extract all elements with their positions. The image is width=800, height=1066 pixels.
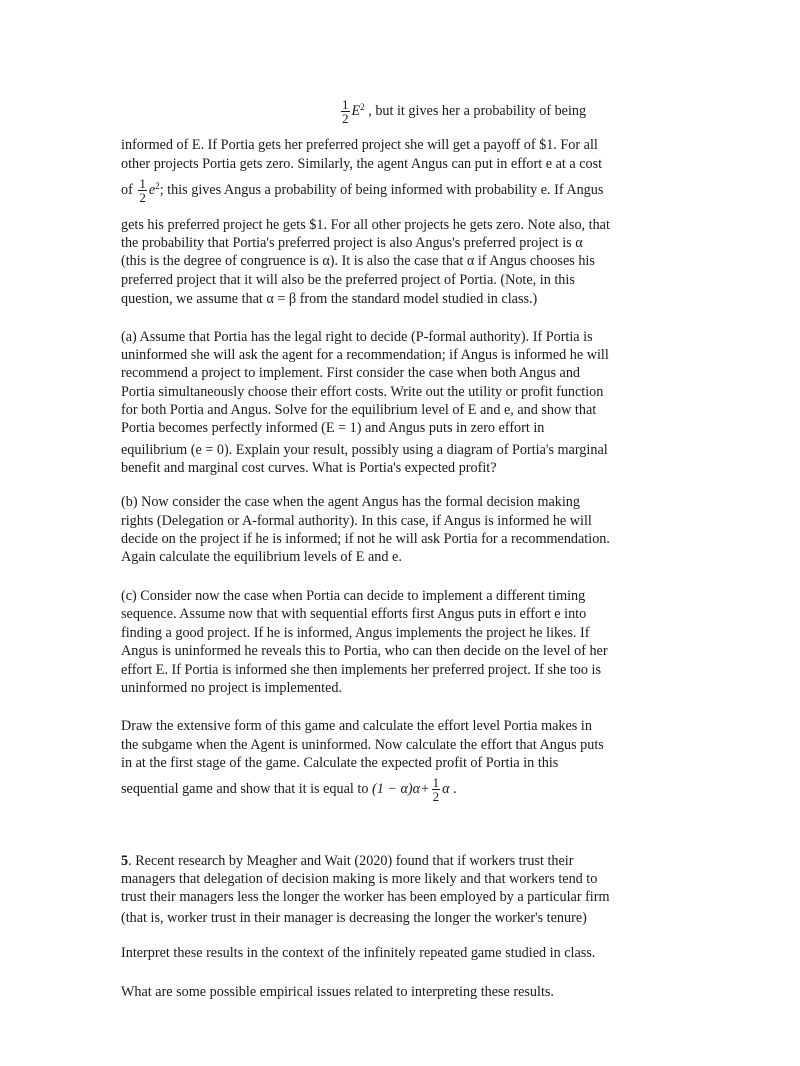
q5-line: managers that delegation of decision making is more likely and that workers tend to [121, 871, 598, 887]
intro-line-2: informed of E. If Portia gets her preferred project she will get a payoff of $1. For all [121, 137, 598, 153]
part-c-line: Angus is uninformed he reveals this to Portia, who can then decide on the level of her [121, 643, 608, 659]
part-a-line: benefit and marginal cost curves. What is Portia's expected profit? [121, 460, 497, 476]
part-a-line: (a) Assume that Portia has the legal right to decide (P-formal authority). If Portia is [121, 329, 593, 345]
part-c2-line: Draw the extensive form of this game and calculate the effort level Portia makes in [121, 718, 592, 734]
part-a-line: equilibrium (e = 0). Explain your result, possibly using a diagram of Portia's marginal [121, 442, 608, 458]
part-a-line: uninformed she will ask the agent for a recommendation; if Angus is informed he will [121, 347, 609, 363]
q5-line: 5. Recent research by Meagher and Wait (2020) found that if workers trust their [121, 853, 574, 869]
part-a-line: Portia becomes perfectly informed (E = 1) and Angus puts in zero effort in [121, 420, 545, 436]
part-b-line: Again calculate the equilibrium levels of E and e. [121, 549, 402, 565]
intro-line-7: (this is the degree of congruence is α). It is also the case that α if Angus chooses his [121, 253, 595, 269]
formula-expression: (1 − α)α+ [371, 780, 430, 797]
q5-empirical-line: What are some possible empirical issues related to interpreting these results. [121, 984, 554, 1000]
part-b-line: decide on the project if he is informed; if not he will ask Portia for a recommendation. [121, 531, 610, 547]
part-c-line: finding a good project. If he is informed, Angus implements the project he likes. If [121, 625, 590, 641]
intro-line-8: preferred project that it will also be the preferred project of Portia. (Note, in this [121, 272, 575, 288]
q5-line: trust their managers less the longer the worker has been employed by a particular firm [121, 889, 610, 905]
fraction-one-half: $\frac{1}{2}$ [139, 176, 146, 205]
intro-line-3: other projects Portia gets zero. Similarly, the agent Angus can put in effort e at a cost [121, 156, 603, 172]
q5-line: (that is, worker trust in their manager is decreasing the longer the worker's tenure) [121, 910, 587, 926]
intro-line-9: question, we assume that α = β from the standard model studied in class.) [121, 291, 538, 307]
part-b-line: (b) Now consider the case when the agent Angus has the formal decision making [121, 494, 580, 510]
part-a-line: Portia simultaneously choose their effort costs. Write out the utility or profit function [121, 384, 604, 400]
fraction-one-half: $\frac{1}{2}$ [342, 97, 349, 126]
q5-interpret-line: Interpret these results in the context of the infinitely repeated game studied in class. [121, 945, 596, 961]
part-a-line: recommend a project to implement. First consider the case when both Angus and [121, 365, 581, 381]
part-c-line: sequence. Assume now that with sequential efforts first Angus puts in effort e into [121, 606, 587, 622]
intro-line-6: the probability that Portia's preferred project is also Angus's preferred project is α [121, 235, 583, 251]
part-c2-line: in at the first stage of the game. Calculate the expected profit of Portia in this [121, 755, 559, 771]
part-c-line: uninformed no project is implemented. [121, 680, 343, 696]
intro-line-1: $\frac{1}{2}$ $E^2$ , but it gives her a probability of being [342, 97, 587, 126]
intro-line-5: gets his preferred project he gets $1. For all other projects he gets zero. Note also, that [121, 217, 610, 233]
question-number: 5 [121, 853, 129, 869]
part-c-line: effort E. If Portia is informed she then implements her preferred project. If she too is [121, 662, 601, 678]
part-c2-line: the subgame when the Agent is uninformed. Now calculate the effort that Angus puts [121, 737, 604, 753]
part-c2-formula-line: sequential game and show that it is equal to (1 − α)α+ $\frac{1}{2}$ α . [121, 775, 457, 804]
part-c-line: (c) Consider now the case when Portia can decide to implement a different timing [121, 588, 586, 604]
fraction-one-half: $\frac{1}{2}$ [432, 775, 440, 804]
part-a-line: for both Portia and Angus. Solve for the equilibrium level of E and e, and show that [121, 402, 597, 418]
intro-line-4: of $\frac{1}{2}$ $e^2$; this gives Angus a probability of being informed with probability e. If Angus [121, 176, 604, 205]
part-b-line: rights (Delegation or A-formal authority). In this case, if Angus is informed he will [121, 513, 592, 529]
